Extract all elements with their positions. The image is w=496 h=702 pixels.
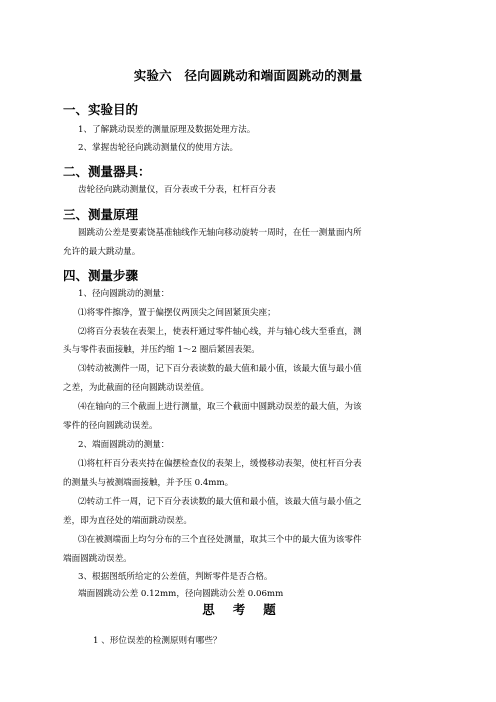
step-line: 2、端面圆跳动的测量： bbox=[78, 440, 170, 450]
paragraph-line: 齿轮径向跳动测量仪，百分表或千分表，杠杆百分表 bbox=[78, 185, 276, 195]
step-line: 的测量头与被测端面接触，并予压 0.4mm。 bbox=[63, 478, 234, 488]
section-heading-steps: 四、测量步骤 bbox=[63, 268, 139, 283]
step-line: 零件的径向圆跳动误差。 bbox=[63, 421, 158, 431]
section-heading-instruments: 二、测量器具： bbox=[63, 164, 151, 179]
paragraph-line: 2、掌握齿轮径向跳动测量仪的使用方法。 bbox=[78, 143, 239, 153]
step-line: ⑴将零件擦净，置于偏摆仪两顶尖之间固紧顶尖座； bbox=[78, 308, 276, 318]
step-line: 头与零件表面接触，并压约缩 1～2 圈后紧固表架。 bbox=[63, 345, 260, 355]
document-title: 实验六 径向圆跳动和端面圆跳动的测量 bbox=[133, 68, 363, 83]
step-line: 差，即为直径处的端面跳动误差。 bbox=[63, 516, 192, 526]
paragraph-line: 1、了解跳动误差的测量原理及数据处理方法。 bbox=[78, 125, 256, 135]
step-line: ⑷在轴向的三个截面上进行测量，取三个截面中圆跳动误差的最大值，为该 bbox=[78, 402, 362, 412]
step-line: ⑵将百分表装在表架上，使表杆通过零件轴心线，并与轴心线大至垂直，测 bbox=[78, 327, 362, 337]
question-line: 1 、形位误差的检测原则有哪些？ bbox=[93, 636, 222, 646]
step-line: 端面圆跳动误差。 bbox=[63, 554, 132, 564]
step-line: 3、根据图纸所给定的公差值，判断零件是否合格。 bbox=[78, 572, 273, 582]
thinking-questions-heading: 思考题 bbox=[202, 602, 294, 617]
step-line: 1、径向圆跳动的测量： bbox=[78, 289, 170, 299]
step-line: ⑴将杠杆百分表夹持在偏摆检查仪的表架上，缓慢移动表架，使杠杆百分表 bbox=[78, 459, 362, 469]
step-line: ⑶转动被测件一周，记下百分表读数的最大值和最小值，该最大值与最小值 bbox=[78, 364, 362, 374]
step-line: 之差，为此截面的径向圆跳动误差值。 bbox=[63, 383, 210, 393]
paragraph-line: 圆跳动公差是要素饶基准轴线作无轴向移动旋转一周时，在任一测量面内所 bbox=[78, 228, 362, 238]
step-line: ⑵转动工件一周，记下百分表读数的最大值和最小值，该最大值与最小值之 bbox=[78, 497, 362, 507]
step-line: ⑶在被测端面上均匀分布的三个直径处测量，取其三个中的最大值为该零件 bbox=[78, 535, 362, 545]
section-heading-principle: 三、测量原理 bbox=[63, 207, 139, 222]
tolerance-line: 端面圆跳动公差 0.12mm，径向圆跳动公差 0.06mm bbox=[78, 589, 284, 599]
section-heading-purpose: 一、实验目的 bbox=[63, 102, 139, 117]
paragraph-line: 允许的最大跳动量。 bbox=[63, 247, 141, 257]
